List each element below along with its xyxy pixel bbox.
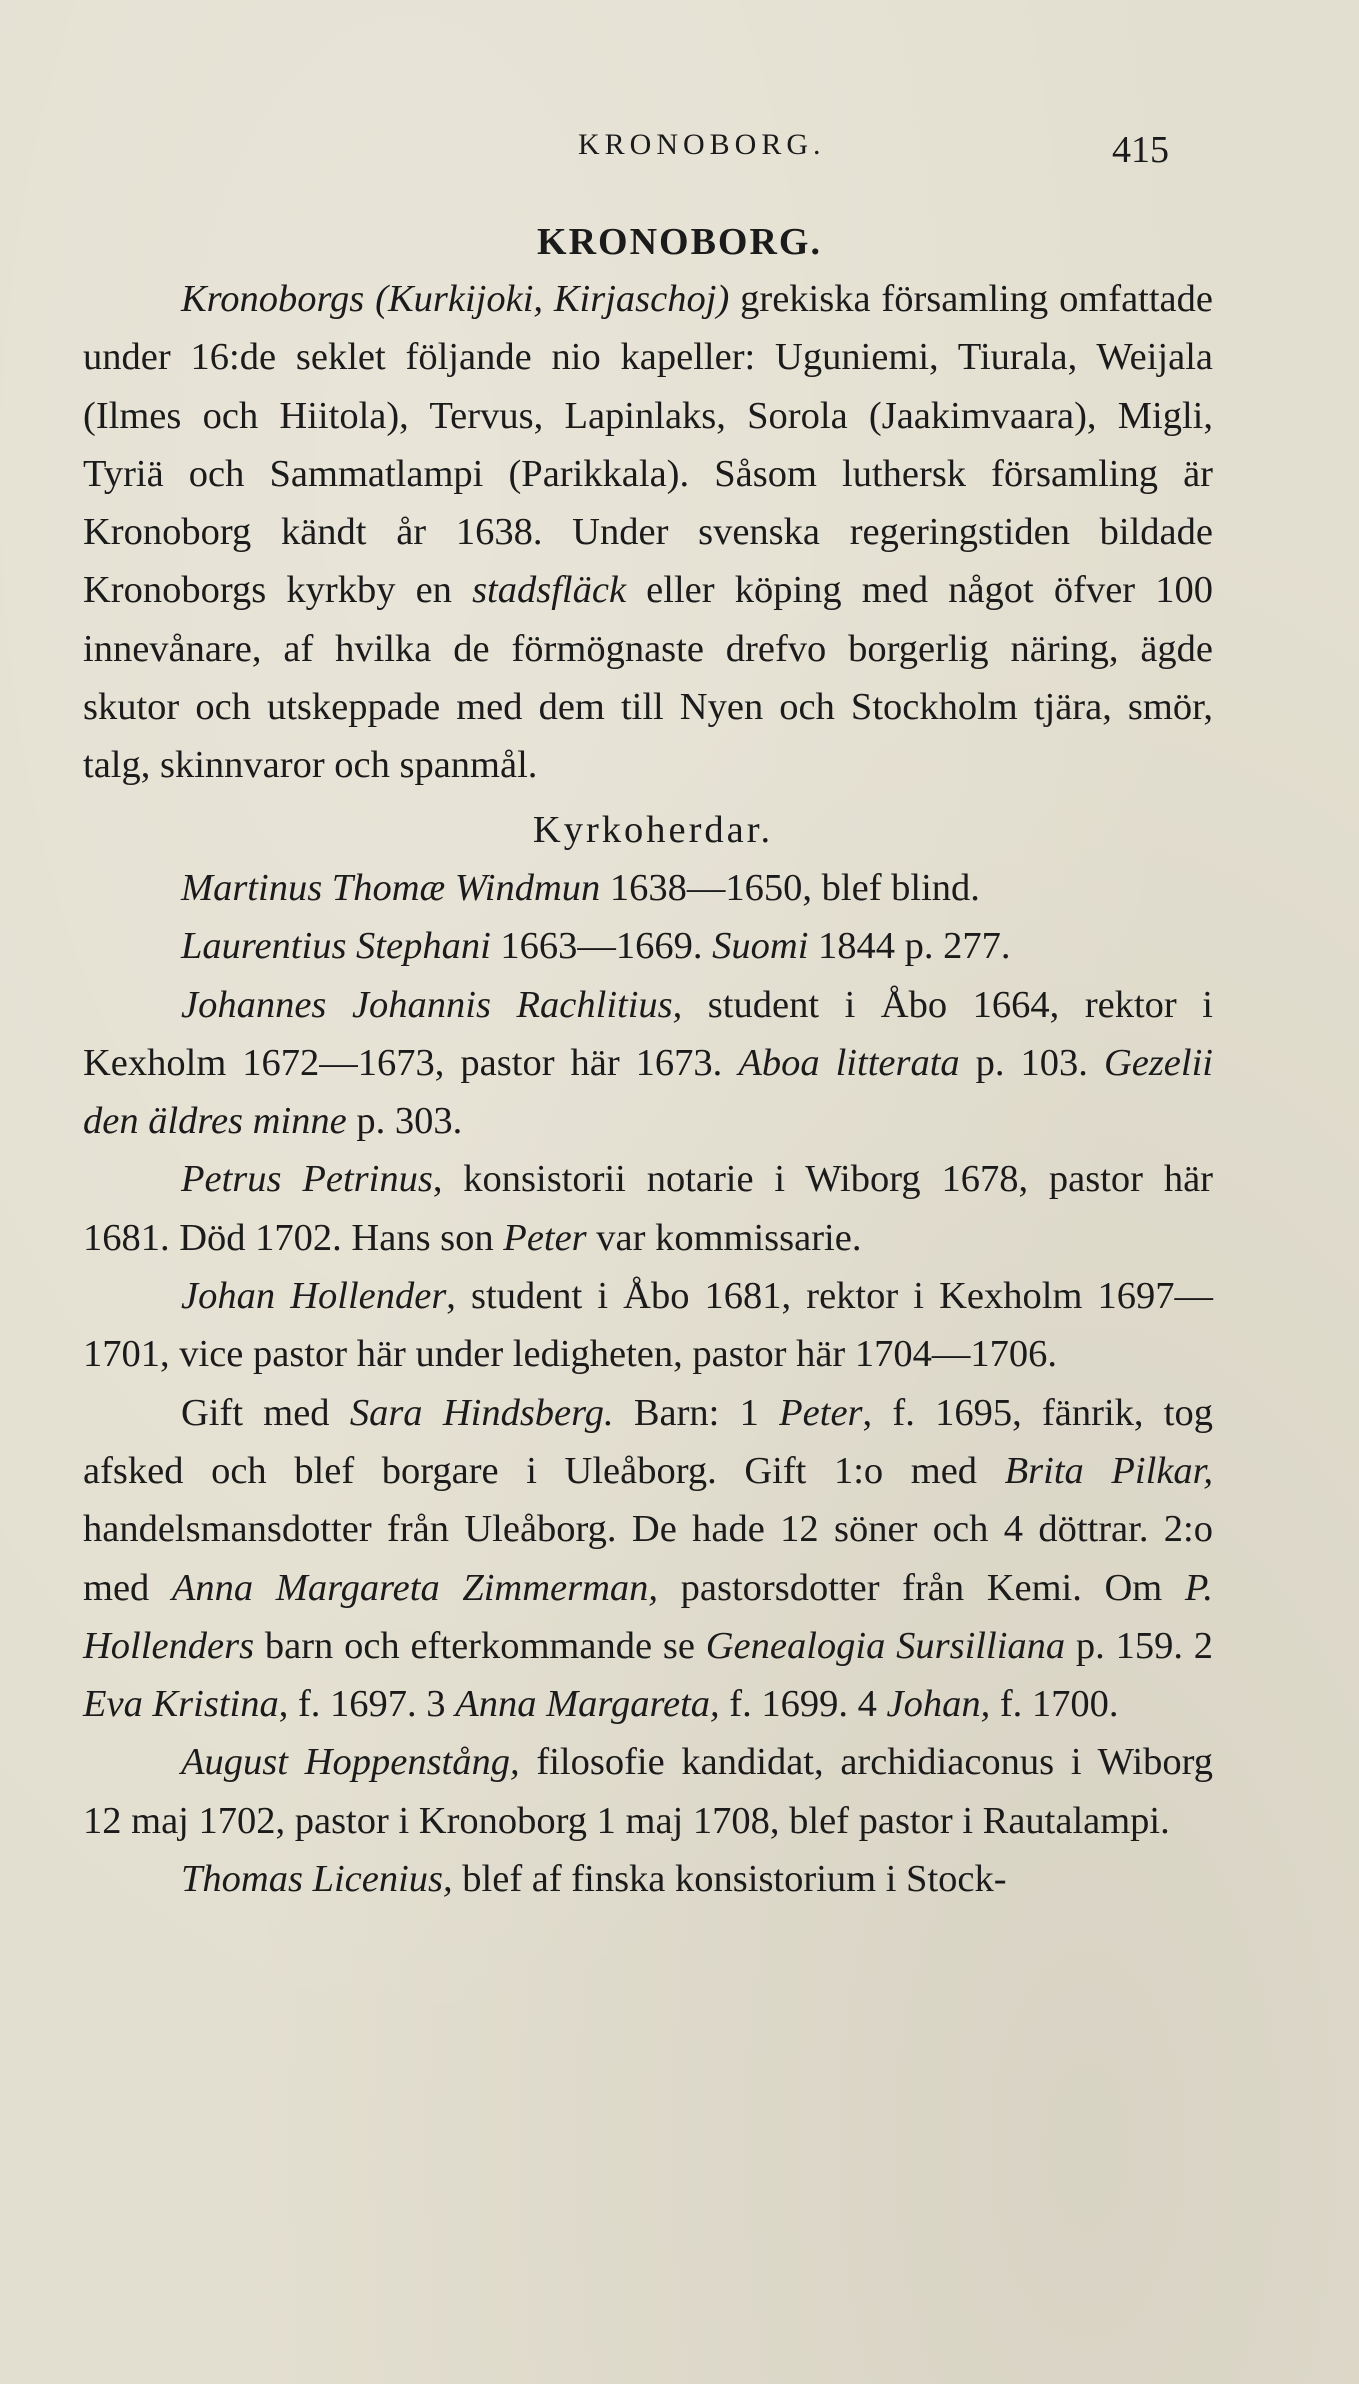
entry-text: , konsistorii notarie i Wiborg 1678, pastor här 1681. Död 1702. Hans son: [83, 1158, 1213, 1259]
section-title: KRONOBORG.: [537, 221, 822, 263]
entry-text: filosofie kandidat, archidiaconus i Wiborg 12 maj 1702, pastor i Kronoborg 1 maj 1708, blef pastor i Rautalampi.: [83, 1741, 1213, 1842]
entry-ref: Peter: [503, 1216, 587, 1259]
entry-text-2: var kommissarie.: [586, 1216, 862, 1259]
page-number: 415: [1112, 129, 1169, 171]
intro-alt-names: (Kurkijoki, Kirjaschoj): [375, 278, 730, 320]
entry-text: , student i Åbo 1681, rektor i Kexholm 1697—1701, vice pastor här under ledigheten, pastor här 1704—1706.: [83, 1275, 1213, 1376]
family-lead: Gift med: [181, 1391, 350, 1434]
entry-text-2: 1844 p. 277.: [808, 925, 1011, 968]
running-head: KRONOBORG.: [578, 128, 826, 161]
entry-name: Johannes Johannis Rachlitius,: [181, 983, 683, 1026]
family-child: Anna Margareta,: [455, 1683, 720, 1726]
entry-text-2: p. 103.: [959, 1041, 1104, 1084]
entry-ref: Aboa litterata: [738, 1041, 960, 1084]
entry-text: 1638—1650, blef blind.: [600, 866, 980, 909]
entry-name: Petrus Petrinus: [181, 1158, 433, 1201]
family-text: handelsmansdotter från Uleåborg. De hade 12 söner och 4 döttrar. 2:o med: [83, 1508, 1213, 1609]
entry-hoppenstang: [83, 1733, 1213, 1850]
family-child: Eva Kristina: [83, 1683, 279, 1726]
entry-rachlitius: [83, 976, 1213, 1151]
family-text: barn och efterkommande se: [254, 1624, 706, 1667]
entry-name: August Hoppenstång,: [181, 1741, 520, 1784]
entry-name: Thomas Licenius,: [181, 1858, 453, 1901]
intro-text-2: eller köping med något öfver 100 innevånare, af hvilka de förmögnaste drefvo borgerlig näring, ägde skutor och utskeppade med dem till Nyen och Stockholm tjära, smör, talg, skinnvaror och spanmål.: [83, 569, 1213, 787]
intro-parish-name: Kronoborgs: [181, 278, 365, 320]
body-text: [83, 270, 1213, 1908]
entry-windmun: [83, 859, 1213, 917]
entry-ref-2: Gezelii den äldres minne: [83, 1041, 1213, 1143]
entry-text: student i Åbo 1664, rektor i Kexholm 1672—1673, pastor här 1673.: [83, 983, 1213, 1084]
entry-ref: Suomi: [712, 925, 809, 968]
family-text: f. 1700.: [990, 1683, 1119, 1726]
entry-licenius: [83, 1850, 1213, 1908]
entry-text: 1663—1669.: [490, 925, 713, 968]
family-text: Barn: 1: [613, 1391, 780, 1434]
family-text: , f. 1695, fänrik, tog afsked och blef borgare i Uleåborg. Gift 1:o med: [83, 1391, 1213, 1492]
family-text: f. 1699. 4: [719, 1683, 887, 1726]
family-ref: P. Hollenders: [83, 1566, 1213, 1667]
family-spouse: Brita Pilkar,: [1004, 1449, 1213, 1492]
entry-text: blef af finska konsistorium i Stock-: [452, 1858, 1007, 1901]
entry-name: Laurentius Stephani: [181, 925, 491, 968]
family-ref-2: Genealogia Sursilliana: [705, 1624, 1066, 1667]
family-text: , f. 1697. 3: [278, 1683, 456, 1726]
entry-name: Johan Hollender: [181, 1275, 447, 1318]
family-spouse: Anna Margareta Zimmerman,: [171, 1566, 659, 1609]
subheading: Kyrkoherdar.: [532, 808, 774, 851]
entry-name: Martinus Thomæ Windmun: [181, 866, 601, 909]
family-child: Johan,: [886, 1683, 991, 1726]
entry-text-3: p. 303.: [346, 1100, 463, 1143]
intro-paragraph: [83, 270, 1213, 795]
entry-stephani: [83, 917, 1213, 975]
intro-text-1: grekiska församling omfattade under 16:de seklet följande nio kapeller: Uguniemi, Tiurala, Weijala (Ilmes och Hiitola), Tervus, Lapinlaks, Sorola (Jaakimvaara), Migli, Tyriä och Sammatlampi (Parikkala). Såsom luthersk församling är Kronoborg kändt år 1638. Under svenska regeringstiden bildade Kronoborgs kyrkby en: [83, 278, 1213, 612]
entry-hollender: [83, 1267, 1213, 1384]
family-text: p. 159. 2: [1065, 1624, 1214, 1667]
intro-term: stadsfläck: [472, 569, 627, 612]
family-wife: Sara Hindsberg.: [349, 1391, 614, 1434]
family-text: pastorsdotter från Kemi. Om: [658, 1566, 1185, 1609]
family-child: Peter: [779, 1391, 863, 1434]
entry-hollender-family: [83, 1384, 1213, 1734]
entry-petrinus: [83, 1150, 1213, 1267]
